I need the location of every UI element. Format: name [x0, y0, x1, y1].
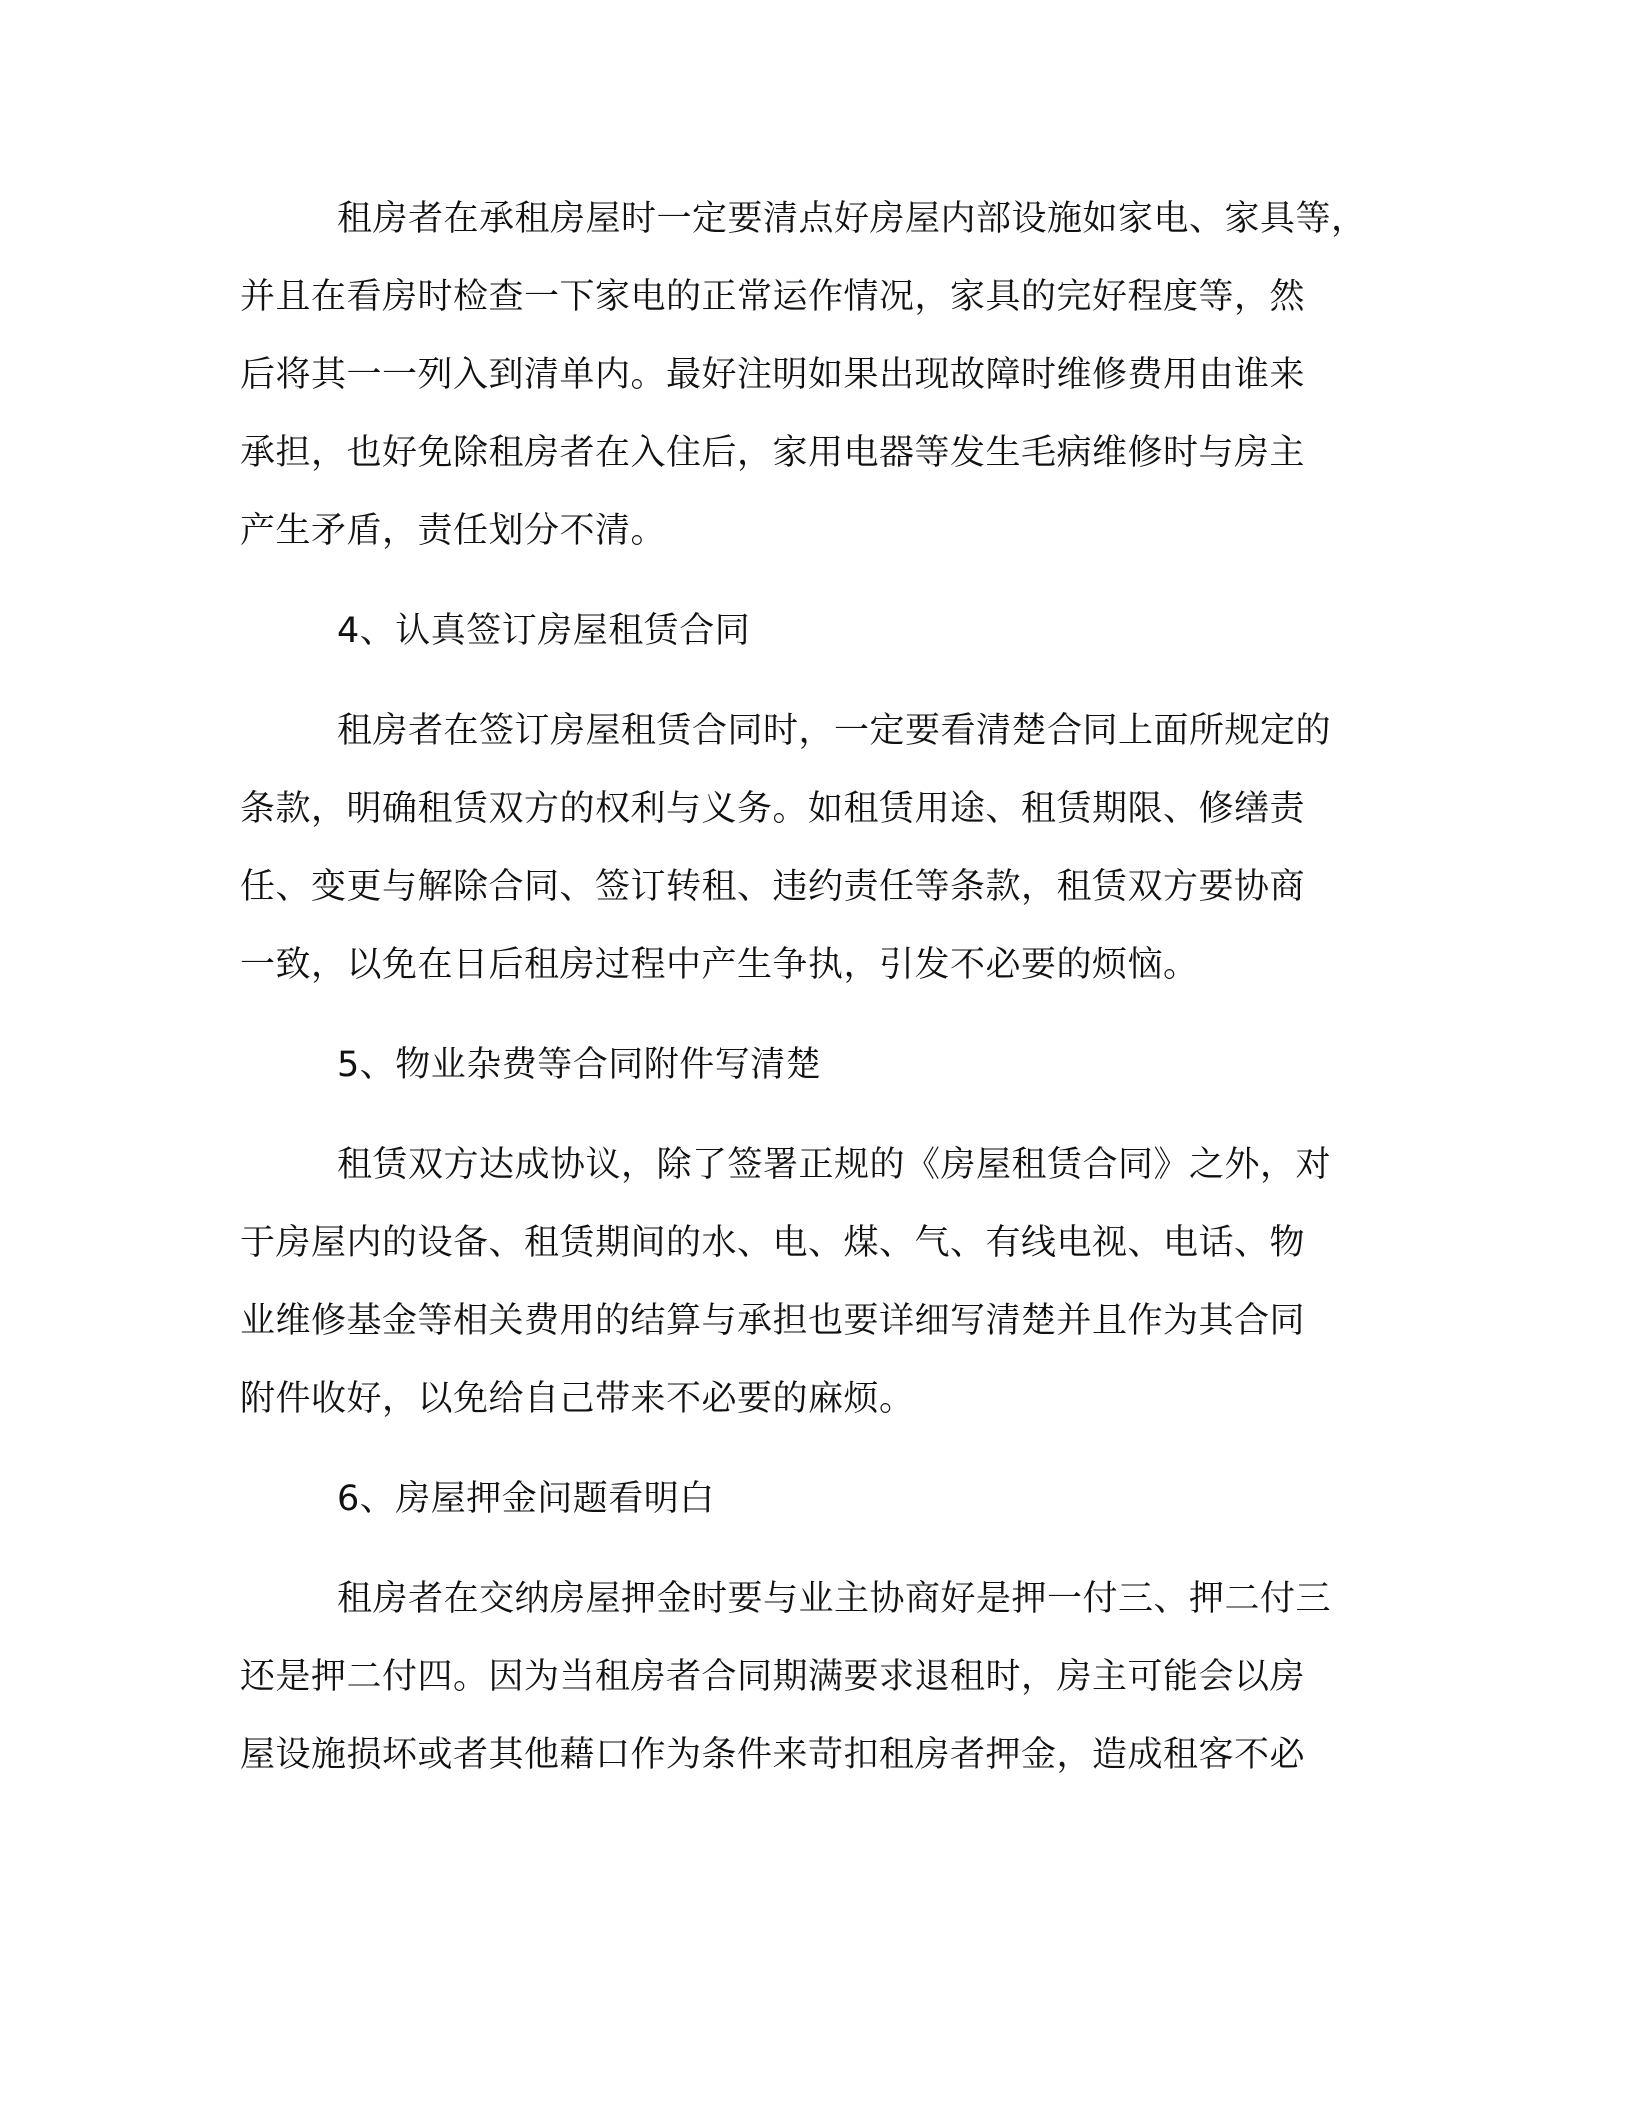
paragraph-line: 租房者在签订房屋租赁合同时，一定要看清楚合同上面所规定的	[337, 711, 1332, 751]
section-heading-4: 4、认真签订房屋租赁合同	[337, 611, 751, 651]
paragraph-line: 附件收好，以免给自己带来不必要的麻烦。	[240, 1379, 915, 1419]
paragraph-line: 还是押二付四。因为当租房者合同期满要求退租时，房主可能会以房	[240, 1657, 1306, 1697]
paragraph-line: 后将其一一列入到清单内。最好注明如果出现故障时维修费用由谁来	[240, 355, 1306, 395]
paragraph-line: 一致，以免在日后租房过程中产生争执，引发不必要的烦恼。	[240, 945, 1199, 985]
paragraph-furniture-checklist	[240, 180, 1380, 570]
section-heading-5: 5、物业杂费等合同附件写清楚	[337, 1045, 822, 1085]
paragraph-line: 条款，明确租赁双方的权利与义务。如租赁用途、租赁期限、修缮责	[240, 789, 1306, 829]
paragraph-line: 产生矛盾，责任划分不清。	[240, 511, 667, 551]
paragraph-line: 租房者在交纳房屋押金时要与业主协商好是押一付三、押二付三	[337, 1579, 1332, 1619]
paragraph-deposit	[240, 1560, 1380, 1794]
paragraph-contract-attachments	[240, 1126, 1380, 1438]
paragraph-lease-contract	[240, 692, 1380, 1004]
paragraph-line: 任、变更与解除合同、签订转租、违约责任等条款，租赁双方要协商	[240, 867, 1306, 907]
paragraph-line: 并且在看房时检查一下家电的正常运作情况，家具的完好程度等，然	[240, 277, 1306, 317]
paragraph-line: 租房者在承租房屋时一定要清点好房屋内部设施如家电、家具等，	[337, 199, 1367, 239]
paragraph-line: 屋设施损坏或者其他藉口作为条件来苛扣租房者押金，造成租客不必	[240, 1735, 1306, 1775]
paragraph-line: 于房屋内的设备、租赁期间的水、电、煤、气、有线电视、电话、物	[240, 1223, 1306, 1263]
paragraph-line: 租赁双方达成协议，除了签署正规的《房屋租赁合同》之外，对	[337, 1145, 1332, 1185]
document-body	[240, 180, 1380, 1794]
paragraph-line: 业维修基金等相关费用的结算与承担也要详细写清楚并且作为其合同	[240, 1301, 1306, 1341]
paragraph-line: 承担，也好免除租房者在入住后，家用电器等发生毛病维修时与房主	[240, 433, 1306, 473]
section-heading-6: 6、房屋押金问题看明白	[337, 1479, 715, 1519]
